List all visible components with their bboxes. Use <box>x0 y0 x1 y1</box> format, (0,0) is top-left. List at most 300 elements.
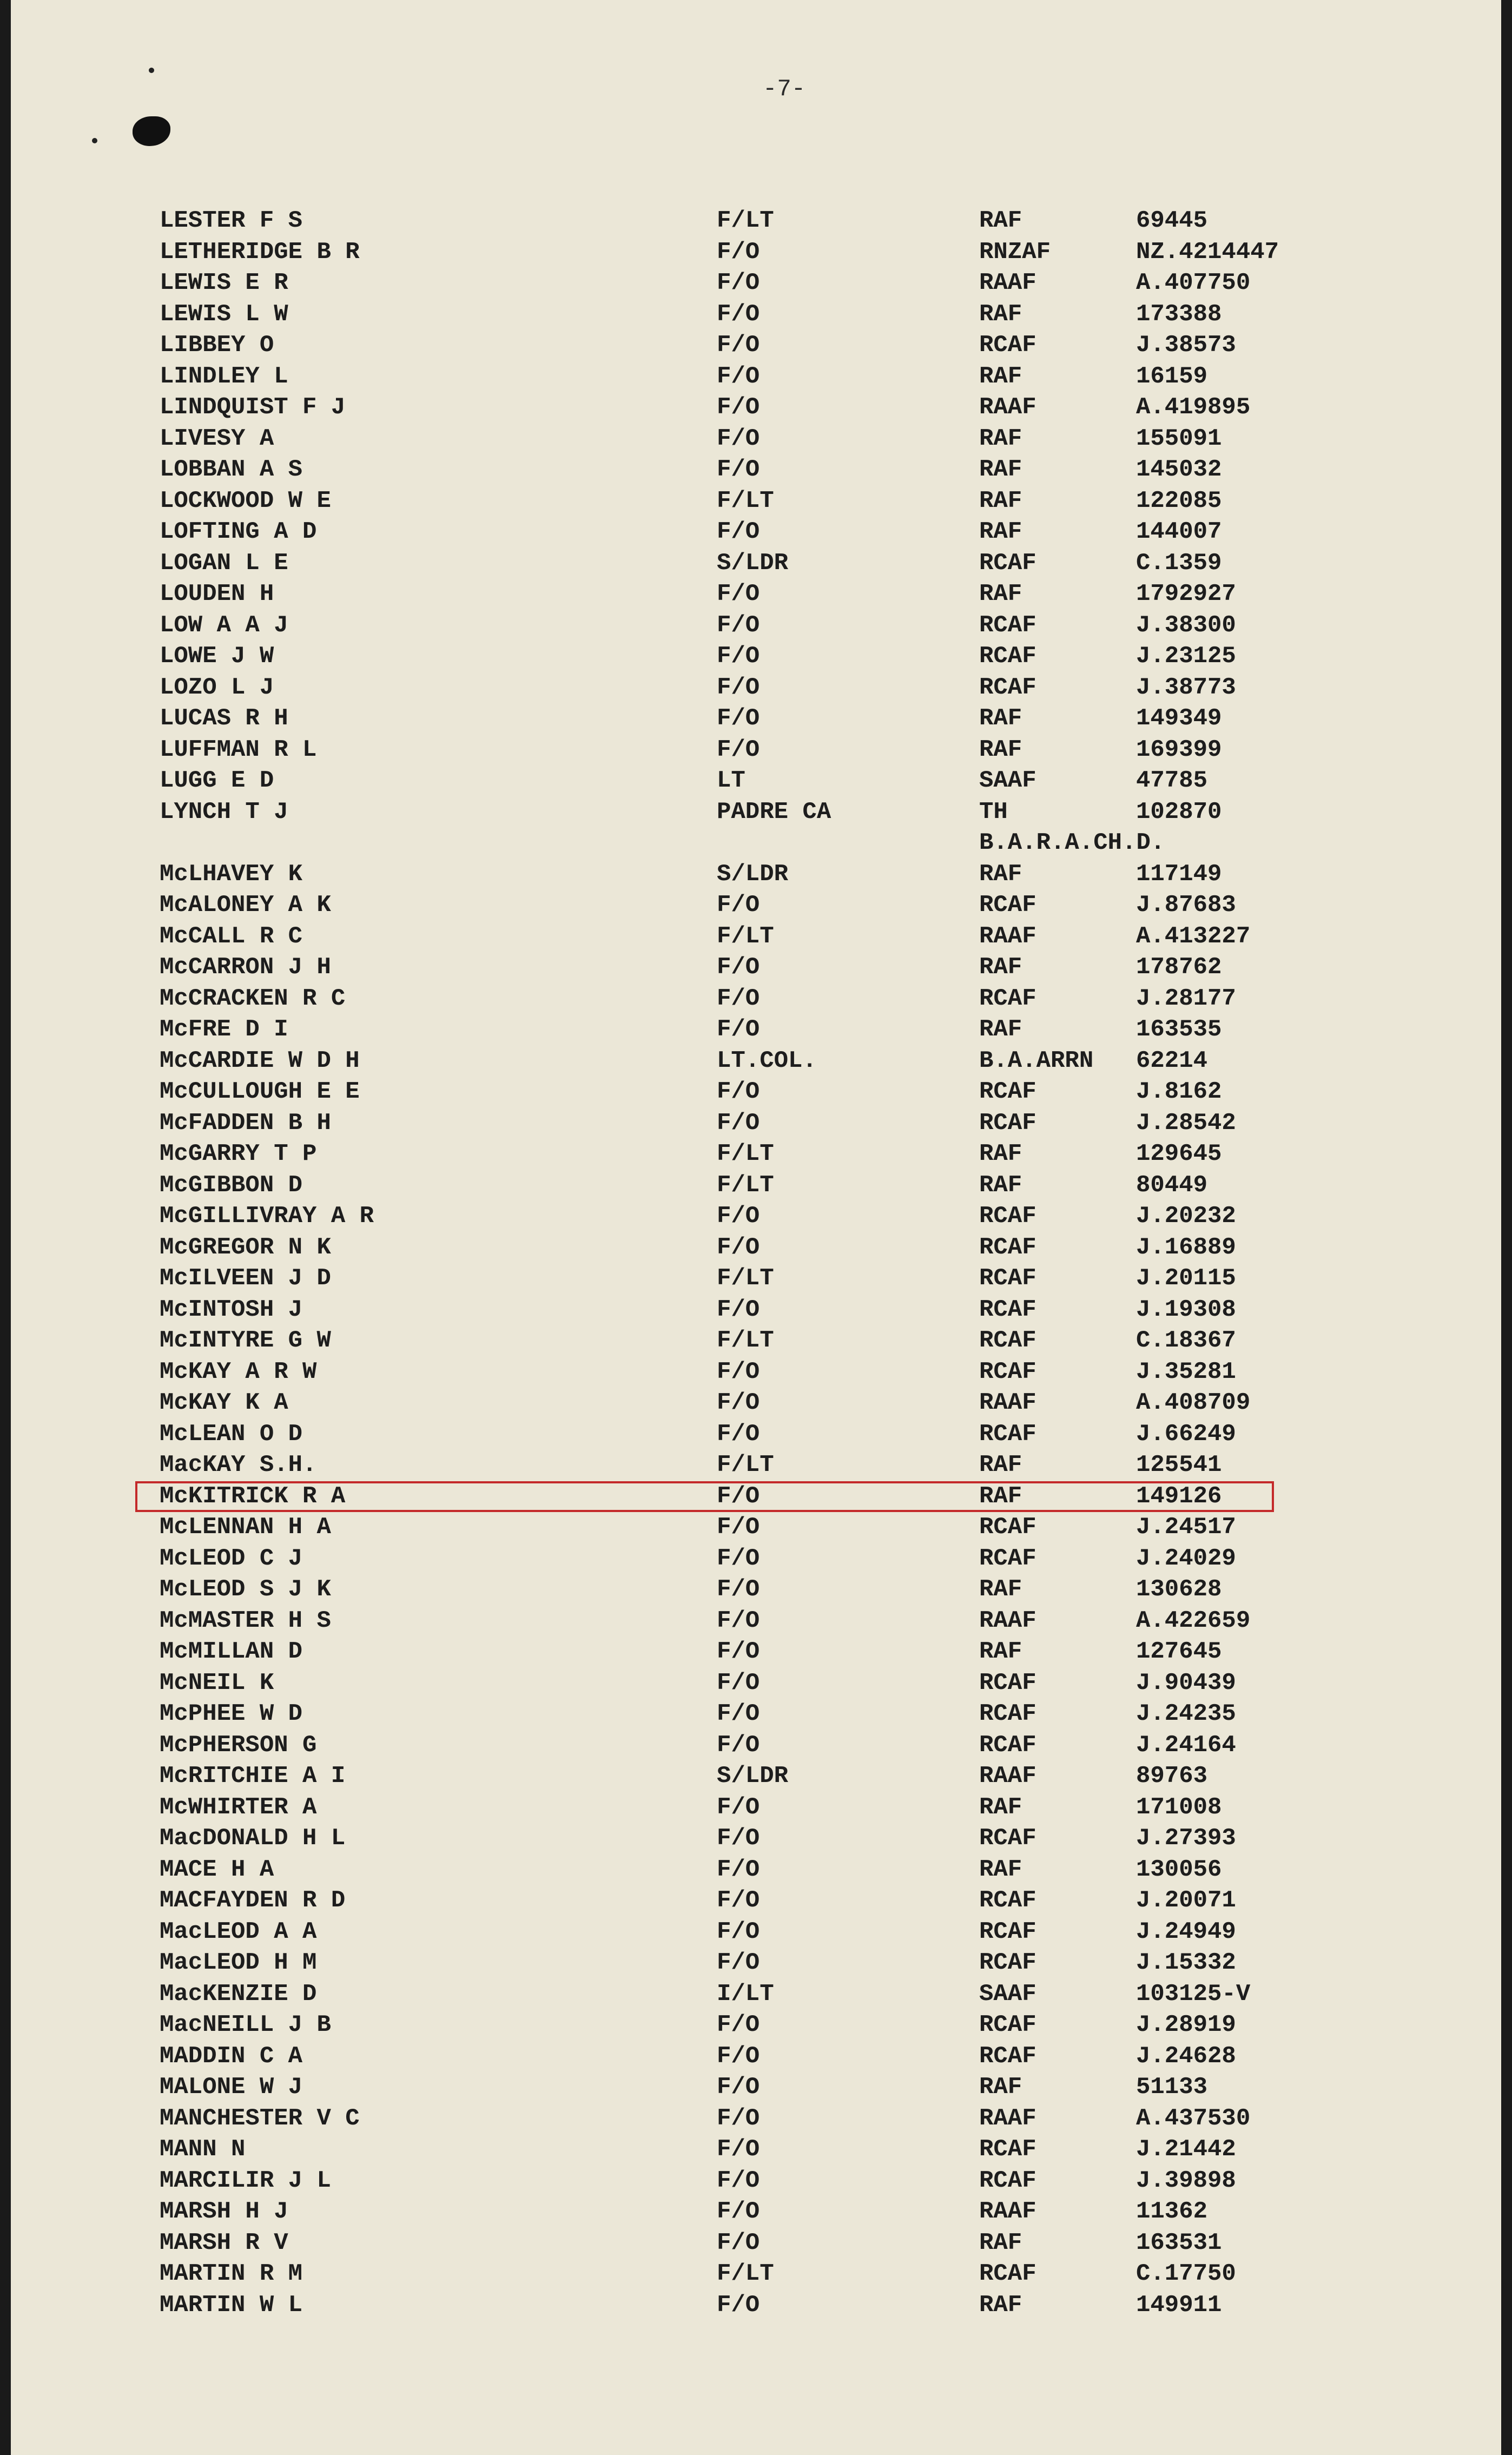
service-cell: RAAF <box>979 1763 1036 1790</box>
rank-cell: F/O <box>717 394 760 421</box>
service-number-cell: 163535 <box>1136 1016 1222 1043</box>
person-name: McKITRICK R A <box>160 1482 346 1510</box>
service-number-cell: 169399 <box>1136 736 1222 763</box>
person-name: MacLEOD A A <box>160 1918 317 1945</box>
rank-cell: F/O <box>717 1576 760 1603</box>
rank-cell: F/O <box>717 2136 760 2163</box>
service-cell: RAF <box>979 2074 1022 2101</box>
service-cell: RNZAF <box>979 238 1051 266</box>
service-number-cell: 149911 <box>1136 2291 1222 2319</box>
rank-cell: F/LT <box>717 207 774 234</box>
person-name: LESTER F S <box>160 207 303 234</box>
service-cell: RAF <box>979 300 1022 328</box>
person-name: MALONE W J <box>160 2074 303 2101</box>
rank-cell: F/O <box>717 985 760 1012</box>
page-number: -7- <box>763 76 806 103</box>
rank-cell: F/LT <box>717 487 774 514</box>
service-number-cell: 89763 <box>1136 1763 1208 1790</box>
service-number-cell: C.1359 <box>1136 549 1222 577</box>
person-name: McMASTER H S <box>160 1607 331 1634</box>
service-number-cell: 129645 <box>1136 1140 1222 1167</box>
rank-cell: F/O <box>717 2042 760 2070</box>
list-row <box>11 1761 1501 1792</box>
list-row <box>11 1450 1501 1481</box>
service-cell: RAF <box>979 705 1022 732</box>
service-number-cell: C.17750 <box>1136 2260 1236 2287</box>
service-number-cell: J.20115 <box>1136 1265 1236 1292</box>
service-number-cell: J.90439 <box>1136 1669 1236 1697</box>
service-number-cell: 144007 <box>1136 518 1222 545</box>
list-row <box>11 1574 1501 1606</box>
list-row <box>11 797 1501 828</box>
rank-cell: F/O <box>717 1545 760 1572</box>
person-name: McCRACKEN R C <box>160 985 346 1012</box>
rank-cell: F/O <box>717 1607 760 1634</box>
service-number-cell: A.407750 <box>1136 269 1251 296</box>
service-number-cell: 163531 <box>1136 2229 1222 2256</box>
rank-cell: S/LDR <box>717 860 789 888</box>
service-cell: RAF <box>979 1451 1022 1479</box>
list-row <box>11 1636 1501 1668</box>
document-page <box>11 0 1501 2455</box>
service-cell: RCAF <box>979 611 1036 639</box>
person-name: McNEIL K <box>160 1669 274 1697</box>
list-row <box>11 2290 1501 2321</box>
service-number-cell: 149126 <box>1136 1482 1222 1510</box>
list-row <box>11 2196 1501 2228</box>
person-name: LOBBAN A S <box>160 456 303 483</box>
list-row <box>11 1108 1501 1139</box>
service-cell: RCAF <box>979 1109 1036 1137</box>
rank-cell: F/O <box>717 300 760 328</box>
rank-cell: F/O <box>717 238 760 266</box>
person-name: MADDIN C A <box>160 2042 303 2070</box>
service-number-cell: C.18367 <box>1136 1327 1236 1354</box>
list-row <box>11 330 1501 361</box>
ink-speck <box>149 68 154 73</box>
service-cell: RCAF <box>979 1514 1036 1541</box>
rank-cell: I/LT <box>717 1980 774 2008</box>
service-cell: SAAF <box>979 1980 1036 2008</box>
ink-blot <box>133 116 170 146</box>
list-row <box>11 2041 1501 2073</box>
person-name: MARSH R V <box>160 2229 288 2256</box>
service-number-cell: A.408709 <box>1136 1389 1251 1416</box>
list-row <box>11 392 1501 424</box>
service-number-cell: J.28177 <box>1136 985 1236 1012</box>
service-cell: RAAF <box>979 2198 1036 2225</box>
service-number-cell: 1792927 <box>1136 580 1236 608</box>
person-name: MARTIN R M <box>160 2260 303 2287</box>
service-cell: RAAF <box>979 1389 1036 1416</box>
list-row <box>11 2228 1501 2259</box>
person-name: McFRE D I <box>160 1016 288 1043</box>
person-name: LYNCH T J <box>160 798 288 826</box>
list-row <box>11 1699 1501 1730</box>
service-cell: RAF <box>979 1638 1022 1665</box>
service-cell: RAF <box>979 580 1022 608</box>
service-number-cell: J.24235 <box>1136 1700 1236 1727</box>
service-number-cell: 171008 <box>1136 1793 1222 1821</box>
person-name: MARSH H J <box>160 2198 288 2225</box>
person-name: McINTOSH J <box>160 1296 303 1323</box>
service-cell: RAF <box>979 518 1022 545</box>
service-cell: SAAF <box>979 767 1036 794</box>
person-name: McRITCHIE A I <box>160 1763 346 1790</box>
person-name: LETHERIDGE B R <box>160 238 360 266</box>
person-name: MARCILIR J L <box>160 2167 331 2194</box>
list-row <box>11 1823 1501 1855</box>
person-name: LOGAN L E <box>160 549 288 577</box>
rank-cell: LT <box>717 767 745 794</box>
service-cell: RCAF <box>979 892 1036 919</box>
person-name: McGARRY T P <box>160 1140 317 1167</box>
service-cell: RCAF <box>979 2042 1036 2070</box>
rank-cell: F/O <box>717 456 760 483</box>
person-name: LIBBEY O <box>160 332 274 359</box>
person-name: McLEOD S J K <box>160 1576 331 1603</box>
rank-cell: F/O <box>717 332 760 359</box>
highlighted-row <box>11 1481 1501 1513</box>
service-number-cell: A.413227 <box>1136 922 1251 950</box>
list-row <box>11 2072 1501 2103</box>
rank-cell: F/LT <box>717 2260 774 2287</box>
service-number-cell: 149349 <box>1136 705 1222 732</box>
person-name: McLENNAN H A <box>160 1514 331 1541</box>
list-row <box>11 454 1501 486</box>
rank-cell: F/O <box>717 643 760 670</box>
person-name: LOFTING A D <box>160 518 317 545</box>
service-number-cell: J.24029 <box>1136 1545 1236 1572</box>
service-number-cell: J.21442 <box>1136 2136 1236 2163</box>
service-number-cell: 130056 <box>1136 1856 1222 1883</box>
service-number-cell: J.8162 <box>1136 1078 1222 1105</box>
person-name: McCARDIE W D H <box>160 1047 360 1074</box>
person-name: LUCAS R H <box>160 705 288 732</box>
service-cell: RCAF <box>979 674 1036 701</box>
service-number-cell: J.19308 <box>1136 1296 1236 1323</box>
service-number-cell: J.28919 <box>1136 2011 1236 2038</box>
rank-cell: F/O <box>717 705 760 732</box>
list-row <box>11 1046 1501 1077</box>
service-cell: RCAF <box>979 2260 1036 2287</box>
rank-cell: F/O <box>717 1233 760 1261</box>
list-row <box>11 703 1501 735</box>
list-row <box>11 206 1501 237</box>
ink-speck <box>92 138 97 143</box>
rank-cell: F/O <box>717 1731 760 1759</box>
person-name: LUFFMAN R L <box>160 736 317 763</box>
service-number-cell: 173388 <box>1136 300 1222 328</box>
rank-cell: F/O <box>717 1825 760 1852</box>
service-number-cell: NZ.4214447 <box>1136 238 1279 266</box>
service-cell: RAF <box>979 425 1022 452</box>
list-row <box>11 2134 1501 2166</box>
service-number-cell: 130628 <box>1136 1576 1222 1603</box>
service-cell: RCAF <box>979 1700 1036 1727</box>
person-name: MANCHESTER V C <box>160 2104 360 2132</box>
list-row <box>11 1014 1501 1046</box>
list-row <box>11 1295 1501 1326</box>
person-name: McPHEE W D <box>160 1700 303 1727</box>
list-row <box>11 1792 1501 1824</box>
service-number-cell: J.16889 <box>1136 1233 1236 1261</box>
service-cell: B.A.ARRN <box>979 1047 1094 1074</box>
person-name: McLEOD C J <box>160 1545 303 1572</box>
list-row <box>11 1606 1501 1637</box>
rank-cell: F/O <box>717 2229 760 2256</box>
rank-cell: PADRE CA <box>717 798 831 826</box>
rank-cell: F/O <box>717 1203 760 1230</box>
service-cell: RAF <box>979 207 1022 234</box>
service-cell: RAAF <box>979 269 1036 296</box>
service-cell: RCAF <box>979 1233 1036 1261</box>
service-cell: RCAF <box>979 2011 1036 2038</box>
list-row <box>11 1388 1501 1419</box>
person-name: McCULLOUGH E E <box>160 1078 360 1105</box>
list-row <box>11 1885 1501 1917</box>
list-row <box>11 579 1501 610</box>
person-name: LEWIS E R <box>160 269 288 296</box>
service-number-cell: J.24949 <box>1136 1918 1236 1945</box>
service-cell: RAF <box>979 1171 1022 1199</box>
service-number-cell: J.38773 <box>1136 674 1236 701</box>
service-number-cell: 127645 <box>1136 1638 1222 1665</box>
rank-cell: F/O <box>717 1856 760 1883</box>
service-cell: RAF <box>979 1576 1022 1603</box>
rank-cell: F/O <box>717 1389 760 1416</box>
rank-cell: F/LT <box>717 1171 774 1199</box>
list-row <box>11 1232 1501 1264</box>
rank-cell: F/O <box>717 954 760 981</box>
service-number-cell: 117149 <box>1136 860 1222 888</box>
service-cell: RAF <box>979 1016 1022 1043</box>
service-number-cell: J.24628 <box>1136 2042 1236 2070</box>
service-number-cell: 51133 <box>1136 2074 1208 2101</box>
rank-cell: F/O <box>717 1358 760 1385</box>
list-row <box>11 1979 1501 2010</box>
person-name: LOCKWOOD W E <box>160 487 331 514</box>
service-cell: RAF <box>979 1482 1022 1510</box>
rank-cell: F/O <box>717 2198 760 2225</box>
list-row <box>11 952 1501 984</box>
person-name: McMILLAN D <box>160 1638 303 1665</box>
service-cell: RCAF <box>979 1296 1036 1323</box>
service-cell: RAF <box>979 2291 1022 2319</box>
person-name: McALONEY A K <box>160 892 331 919</box>
rank-cell: F/O <box>717 269 760 296</box>
service-number-cell: J.27393 <box>1136 1825 1236 1852</box>
rank-cell: S/LDR <box>717 1763 789 1790</box>
service-number-cell: 145032 <box>1136 456 1222 483</box>
list-row <box>11 859 1501 890</box>
service-number-cell: 47785 <box>1136 767 1208 794</box>
rank-cell: F/O <box>717 674 760 701</box>
service-number-cell: J.38573 <box>1136 332 1236 359</box>
person-name: McCALL R C <box>160 922 303 950</box>
list-row <box>11 1730 1501 1761</box>
list-row <box>11 610 1501 642</box>
rank-cell: F/O <box>717 362 760 390</box>
person-name: McGREGOR N K <box>160 1233 331 1261</box>
service-cell: RCAF <box>979 549 1036 577</box>
service-cell: RCAF <box>979 1265 1036 1292</box>
person-name: LEWIS L W <box>160 300 288 328</box>
service-number-cell: A.437530 <box>1136 2104 1251 2132</box>
person-name: McFADDEN B H <box>160 1109 331 1137</box>
rank-cell: F/O <box>717 1918 760 1945</box>
list-row <box>11 1201 1501 1232</box>
rank-cell: F/O <box>717 2104 760 2132</box>
list-row <box>11 1512 1501 1543</box>
service-cell: RCAF <box>979 1420 1036 1448</box>
person-name: McLHAVEY K <box>160 860 303 888</box>
service-cell: B.A.R.A.CH.D. <box>979 829 1165 856</box>
service-cell: RAF <box>979 1856 1022 1883</box>
service-number-cell: J.38300 <box>1136 611 1236 639</box>
person-name: MACFAYDEN R D <box>160 1887 346 1914</box>
service-number-cell: 122085 <box>1136 487 1222 514</box>
person-name: LUGG E D <box>160 767 274 794</box>
service-cell: RAF <box>979 487 1022 514</box>
rank-cell: F/O <box>717 1669 760 1697</box>
service-number-cell: A.422659 <box>1136 1607 1251 1634</box>
rank-cell: F/LT <box>717 1140 774 1167</box>
list-row <box>11 1170 1501 1202</box>
person-name: McILVEEN J D <box>160 1265 331 1292</box>
service-cell: RAAF <box>979 2104 1036 2132</box>
person-name: LINDLEY L <box>160 362 288 390</box>
rank-cell: F/O <box>717 1949 760 1976</box>
service-cell: RCAF <box>979 1731 1036 1759</box>
service-cell: TH <box>979 798 1008 826</box>
rank-cell: F/O <box>717 1887 760 1914</box>
person-name: MACE H A <box>160 1856 274 1883</box>
person-name: McINTYRE G W <box>160 1327 331 1354</box>
person-name: LIVESY A <box>160 425 274 452</box>
rank-cell: F/LT <box>717 1327 774 1354</box>
service-cell: RCAF <box>979 1949 1036 1976</box>
person-name: McKAY A R W <box>160 1358 317 1385</box>
rank-cell: F/O <box>717 611 760 639</box>
list-row <box>11 1668 1501 1699</box>
service-number-cell: 16159 <box>1136 362 1208 390</box>
person-name: McGIBBON D <box>160 1171 303 1199</box>
list-row <box>11 921 1501 953</box>
list-row <box>11 1419 1501 1450</box>
person-name: McGILLIVRAY A R <box>160 1203 374 1230</box>
service-number-cell: J.35281 <box>1136 1358 1236 1385</box>
list-row <box>11 548 1501 579</box>
list-row <box>11 424 1501 455</box>
service-number-cell: 155091 <box>1136 425 1222 452</box>
list-row <box>11 2259 1501 2290</box>
list-row <box>11 2010 1501 2041</box>
person-name: McKAY K A <box>160 1389 288 1416</box>
service-cell: RCAF <box>979 1825 1036 1852</box>
service-cell: RCAF <box>979 1545 1036 1572</box>
service-number-cell: J.20232 <box>1136 1203 1236 1230</box>
rank-cell: F/O <box>717 1482 760 1510</box>
service-cell: RCAF <box>979 1327 1036 1354</box>
service-number-cell: 178762 <box>1136 954 1222 981</box>
list-row <box>11 1917 1501 1948</box>
service-cell: RCAF <box>979 2136 1036 2163</box>
list-row <box>11 641 1501 672</box>
service-cell: RAF <box>979 362 1022 390</box>
service-cell: RAAF <box>979 1607 1036 1634</box>
person-name: MacNEILL J B <box>160 2011 331 2038</box>
service-number-cell: 103125-V <box>1136 1980 1251 2008</box>
service-cell: RAAF <box>979 394 1036 421</box>
rank-cell: F/O <box>717 1700 760 1727</box>
list-row <box>11 237 1501 268</box>
list-row <box>11 735 1501 766</box>
service-number-cell: J.87683 <box>1136 892 1236 919</box>
person-name: LOWE J W <box>160 643 274 670</box>
list-row <box>11 1139 1501 1170</box>
rank-cell: S/LDR <box>717 549 789 577</box>
service-cell: RAF <box>979 2229 1022 2256</box>
list-row <box>11 361 1501 393</box>
rank-cell: LT.COL. <box>717 1047 817 1074</box>
person-name: MacKAY S.H. <box>160 1451 317 1479</box>
service-number-cell: 125541 <box>1136 1451 1222 1479</box>
service-cell: RAF <box>979 954 1022 981</box>
service-cell: RCAF <box>979 1078 1036 1105</box>
list-row <box>11 1855 1501 1886</box>
rank-cell: F/O <box>717 518 760 545</box>
rank-cell: F/LT <box>717 1451 774 1479</box>
person-name: MARTIN W L <box>160 2291 303 2319</box>
list-row <box>11 517 1501 548</box>
service-number-cell: J.20071 <box>1136 1887 1236 1914</box>
service-cell: RCAF <box>979 1887 1036 1914</box>
rank-cell: F/O <box>717 1420 760 1448</box>
service-cell: RCAF <box>979 332 1036 359</box>
service-number-cell: J.24164 <box>1136 1731 1236 1759</box>
service-cell: RAF <box>979 736 1022 763</box>
person-name: LINDQUIST F J <box>160 394 346 421</box>
list-row <box>11 890 1501 921</box>
list-row <box>11 486 1501 517</box>
list-row <box>11 1543 1501 1575</box>
rank-cell: F/O <box>717 1078 760 1105</box>
service-number-cell: J.24517 <box>1136 1514 1236 1541</box>
service-number-cell: J.23125 <box>1136 643 1236 670</box>
service-cell: RCAF <box>979 1918 1036 1945</box>
service-number-cell: J.15332 <box>1136 1949 1236 1976</box>
rank-cell: F/O <box>717 1109 760 1137</box>
service-cell: RCAF <box>979 1669 1036 1697</box>
rank-cell: F/O <box>717 580 760 608</box>
rank-cell: F/O <box>717 2167 760 2194</box>
person-name: MacLEOD H M <box>160 1949 317 1976</box>
rank-cell: F/O <box>717 1793 760 1821</box>
person-name: McWHIRTER A <box>160 1793 317 1821</box>
rank-cell: F/O <box>717 1016 760 1043</box>
service-cell: RAF <box>979 1793 1022 1821</box>
service-cell: RCAF <box>979 643 1036 670</box>
list-row <box>11 2103 1501 2135</box>
service-cell: RCAF <box>979 985 1036 1012</box>
service-number-cell: 62214 <box>1136 1047 1208 1074</box>
service-cell: RCAF <box>979 1203 1036 1230</box>
list-row <box>11 1948 1501 1979</box>
rank-cell: F/O <box>717 2291 760 2319</box>
rank-cell: F/LT <box>717 922 774 950</box>
service-number-cell: J.66249 <box>1136 1420 1236 1448</box>
